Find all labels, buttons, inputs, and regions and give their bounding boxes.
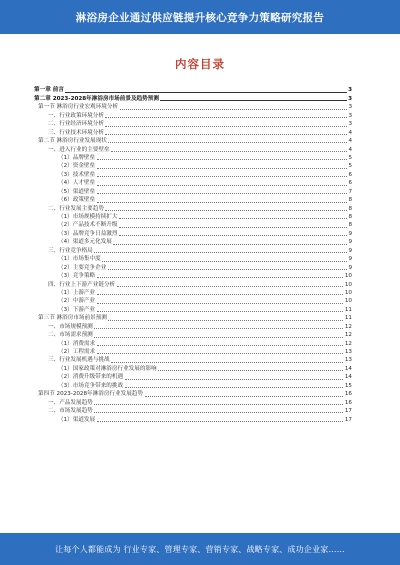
toc-entry-title: 第四节 2023-2028年淋浴房行业发展趋势: [38, 391, 143, 398]
toc-entry-title: （2）消费升级带来的机遇: [58, 374, 124, 381]
toc-entry[interactable]: [34, 170, 352, 178]
toc-entry[interactable]: [34, 154, 352, 162]
toc-leader-dots: [97, 193, 347, 194]
toc-entry-page: 17: [344, 408, 352, 415]
toc-entry-title: 一、行业政策环境分析: [48, 112, 104, 119]
toc-entry-page: 17: [344, 416, 352, 423]
toc-entry[interactable]: [34, 339, 352, 347]
toc-entry-page: 3: [348, 104, 352, 111]
toc-entry-title: 一、市场规模预测: [48, 323, 93, 330]
toc-entry-page: 11: [344, 315, 352, 322]
toc-entry-page: 3: [348, 87, 352, 94]
toc-entry-page: 3: [348, 121, 352, 128]
toc-entry[interactable]: [34, 179, 352, 187]
footer-banner: [0, 533, 400, 565]
table-of-contents: [34, 86, 352, 424]
toc-entry-title: 第一章 前言: [34, 87, 64, 94]
toc-leader-dots: [108, 142, 347, 143]
footer-slogan: 让每个人都能成为 行业专家、管理专家、营销专家、战略专家、成功企业家……: [55, 544, 345, 554]
toc-entry[interactable]: [34, 364, 352, 372]
toc-leader-dots: [105, 134, 346, 135]
toc-leader-dots: [105, 210, 346, 211]
toc-entry[interactable]: [34, 348, 352, 356]
toc-entry[interactable]: [34, 213, 352, 221]
toc-entry-page: 6: [348, 171, 352, 178]
toc-leader-dots: [97, 294, 344, 295]
toc-entry-title: 第三节 淋浴房市场前景预测: [38, 315, 107, 322]
toc-leader-dots: [117, 286, 344, 287]
toc-entry-title: 第二节 淋浴房行业发展现状: [38, 138, 107, 145]
toc-entry-page: 3: [348, 95, 352, 102]
toc-entry-page: 12: [344, 340, 352, 347]
toc-entry-title: （2）中游产业: [58, 298, 96, 305]
toc-leader-dots: [97, 311, 344, 312]
toc-leader-dots: [105, 126, 346, 127]
toc-entry-page: 4: [348, 129, 352, 136]
toc-entry-title: （2）产品技术不断升级: [58, 222, 118, 229]
toc-entry[interactable]: [34, 407, 352, 415]
toc-entry[interactable]: [34, 246, 352, 254]
toc-entry-page: 4: [348, 138, 352, 145]
toc-entry[interactable]: [34, 289, 352, 297]
toc-entry-page: 9: [348, 230, 352, 237]
toc-entry-title: 第二章 2023-2028年淋浴房市场前景及趋势预测: [34, 95, 159, 102]
toc-entry-page: 7: [348, 188, 352, 195]
toc-leader-dots: [105, 117, 346, 118]
toc-entry-title: 二、市场需求预测: [48, 332, 93, 339]
toc-leader-dots: [125, 379, 344, 380]
toc-entry[interactable]: [34, 196, 352, 204]
toc-entry-title: 三、行业竞争格局: [48, 247, 93, 254]
toc-entry-title: 二、行业发展主要趋势: [48, 205, 104, 212]
toc-entry-page: 15: [344, 382, 352, 389]
toc-entry-page: 8: [348, 197, 352, 204]
toc-entry[interactable]: [34, 314, 352, 322]
toc-entry-page: 4: [348, 146, 352, 153]
toc-entry[interactable]: [34, 204, 352, 212]
toc-entry[interactable]: [34, 381, 352, 389]
toc-entry-page: 16: [344, 391, 352, 398]
toc-entry[interactable]: [34, 229, 352, 237]
toc-entry-page: 8: [348, 222, 352, 229]
toc-leader-dots: [119, 227, 347, 228]
toc-leader-dots: [120, 109, 347, 110]
toc-entry-title: （3）品牌竞争日益激烈: [58, 230, 118, 237]
toc-entry[interactable]: [34, 86, 352, 94]
toc-entry-page: 13: [344, 357, 352, 364]
toc-leader-dots: [97, 176, 347, 177]
toc-entry-title: 三、行业发展机遇与挑战: [48, 357, 110, 364]
toc-entry[interactable]: [34, 255, 352, 263]
toc-leader-dots: [113, 244, 347, 245]
toc-entry-title: （3）技术壁垒: [58, 171, 96, 178]
toc-entry[interactable]: [34, 238, 352, 246]
toc-entry-page: 12: [344, 323, 352, 330]
toc-entry-page: 11: [344, 306, 352, 313]
toc-entry[interactable]: [34, 356, 352, 364]
toc-entry-title: （1）市场规模持续扩大: [58, 214, 118, 220]
toc-entry[interactable]: [34, 305, 352, 313]
toc-entry-title: 一、进入行业的主要壁垒: [48, 146, 110, 153]
toc-entry-title: 三、行业技术环境分析: [48, 129, 104, 136]
toc-entry[interactable]: [34, 103, 352, 111]
toc-entry-page: 13: [344, 349, 352, 355]
toc-entry-title: （2）工程需求: [58, 349, 96, 355]
toc-entry-title: （6）政策壁垒: [58, 197, 96, 204]
toc-entry-page: 8: [348, 214, 352, 220]
toc-entry-title: 一、产品发展趋势: [48, 399, 93, 406]
toc-entry[interactable]: [34, 221, 352, 229]
toc-entry[interactable]: [34, 111, 352, 119]
toc-entry[interactable]: [34, 272, 352, 280]
toc-leader-dots: [158, 370, 343, 371]
toc-leader-dots: [108, 320, 343, 321]
toc-entry[interactable]: [34, 187, 352, 195]
toc-entry[interactable]: [34, 120, 352, 128]
toc-entry[interactable]: [34, 263, 352, 271]
toc-leader-dots: [119, 218, 347, 219]
toc-entry-title: （2）资金壁垒: [58, 163, 96, 170]
toc-heading: 内容目录: [175, 57, 225, 71]
toc-entry[interactable]: [34, 331, 352, 339]
toc-entry[interactable]: [34, 297, 352, 305]
toc-entry-title: 二、市场发展趋势: [48, 408, 93, 415]
toc-entry-title: （2）主要竞争企业: [58, 264, 107, 271]
toc-leader-dots: [119, 235, 347, 236]
toc-leader-dots: [125, 387, 344, 388]
toc-leader-dots: [111, 362, 343, 363]
toc-entry[interactable]: [34, 373, 352, 381]
toc-entry-title: （3）竞争策略: [58, 273, 96, 280]
report-title: 淋浴房企业通过供应链提升核心竞争力策略研究报告: [75, 11, 325, 24]
toc-entry-page: 9: [348, 239, 352, 246]
toc-entry-page: 6: [348, 180, 352, 187]
toc-entry-page: 8: [348, 205, 352, 212]
toc-entry-page: 9: [348, 256, 352, 263]
header-banner: [0, 0, 400, 34]
toc-entry-title: （1）品牌壁垒: [58, 154, 96, 161]
toc-entry-page: 12: [344, 332, 352, 339]
toc-leader-dots: [65, 92, 346, 93]
toc-entry-title: （3）下游产业: [58, 306, 96, 313]
toc-entry[interactable]: [34, 398, 352, 406]
toc-leader-dots: [94, 252, 347, 253]
toc-entry[interactable]: [34, 390, 352, 398]
toc-entry-page: 10: [344, 298, 352, 305]
toc-entry[interactable]: [34, 322, 352, 330]
toc-entry[interactable]: [34, 280, 352, 288]
toc-leader-dots: [94, 404, 343, 405]
toc-entry-title: （4）渠道多元化发展: [58, 239, 112, 246]
toc-leader-dots: [145, 396, 344, 397]
toc-leader-dots: [94, 328, 343, 329]
toc-entry-title: （1）国家政策对淋浴房行业发展的影响: [58, 365, 157, 372]
toc-entry-page: 9: [348, 264, 352, 271]
toc-entry[interactable]: [34, 162, 352, 170]
toc-entry[interactable]: [34, 137, 352, 145]
toc-leader-dots: [102, 261, 347, 262]
toc-entry[interactable]: [34, 94, 352, 102]
toc-entry[interactable]: [34, 145, 352, 153]
toc-entry-title: 四、行业上下游产业链分析: [48, 281, 116, 288]
toc-entry-title: （1）市场集中度: [58, 256, 101, 263]
toc-entry-title: （1）渠道发展: [58, 416, 96, 423]
toc-leader-dots: [94, 412, 343, 413]
toc-entry-page: 5: [348, 163, 352, 170]
toc-entry-title: （3）市场竞争带来的挑战: [58, 382, 124, 389]
toc-leader-dots: [97, 185, 347, 186]
toc-entry-page: 14: [344, 374, 352, 381]
toc-entry-page: 9: [348, 247, 352, 254]
toc-entry-title: （4）人才壁垒: [58, 180, 96, 187]
toc-leader-dots: [94, 337, 343, 338]
toc-entry[interactable]: [34, 128, 352, 136]
toc-leader-dots: [97, 353, 344, 354]
toc-entry-page: 16: [344, 399, 352, 406]
toc-entry-title: 第一节 淋浴房行业宏观环境分析: [38, 104, 119, 111]
toc-leader-dots: [97, 303, 344, 304]
toc-leader-dots: [97, 159, 347, 160]
toc-leader-dots: [97, 421, 344, 422]
toc-leader-dots: [111, 151, 347, 152]
toc-entry-title: 二、行业经济环境分析: [48, 121, 104, 128]
toc-entry-page: 10: [344, 281, 352, 288]
toc-entry[interactable]: [34, 415, 352, 423]
toc-entry-page: 10: [344, 273, 352, 280]
toc-entry-page: 14: [344, 365, 352, 372]
toc-leader-dots: [97, 345, 344, 346]
toc-entry-title: （1）上游产业: [58, 289, 96, 296]
toc-leader-dots: [97, 277, 344, 278]
toc-leader-dots: [97, 202, 347, 203]
toc-leader-dots: [97, 168, 347, 169]
toc-entry-title: （5）渠道壁垒: [58, 188, 96, 195]
toc-entry-page: 10: [344, 289, 352, 296]
toc-leader-dots: [160, 100, 346, 101]
toc-leader-dots: [108, 269, 347, 270]
toc-entry-page: 5: [348, 154, 352, 161]
toc-entry-title: （1）消费需求: [58, 340, 96, 347]
toc-entry-page: 3: [348, 112, 352, 119]
